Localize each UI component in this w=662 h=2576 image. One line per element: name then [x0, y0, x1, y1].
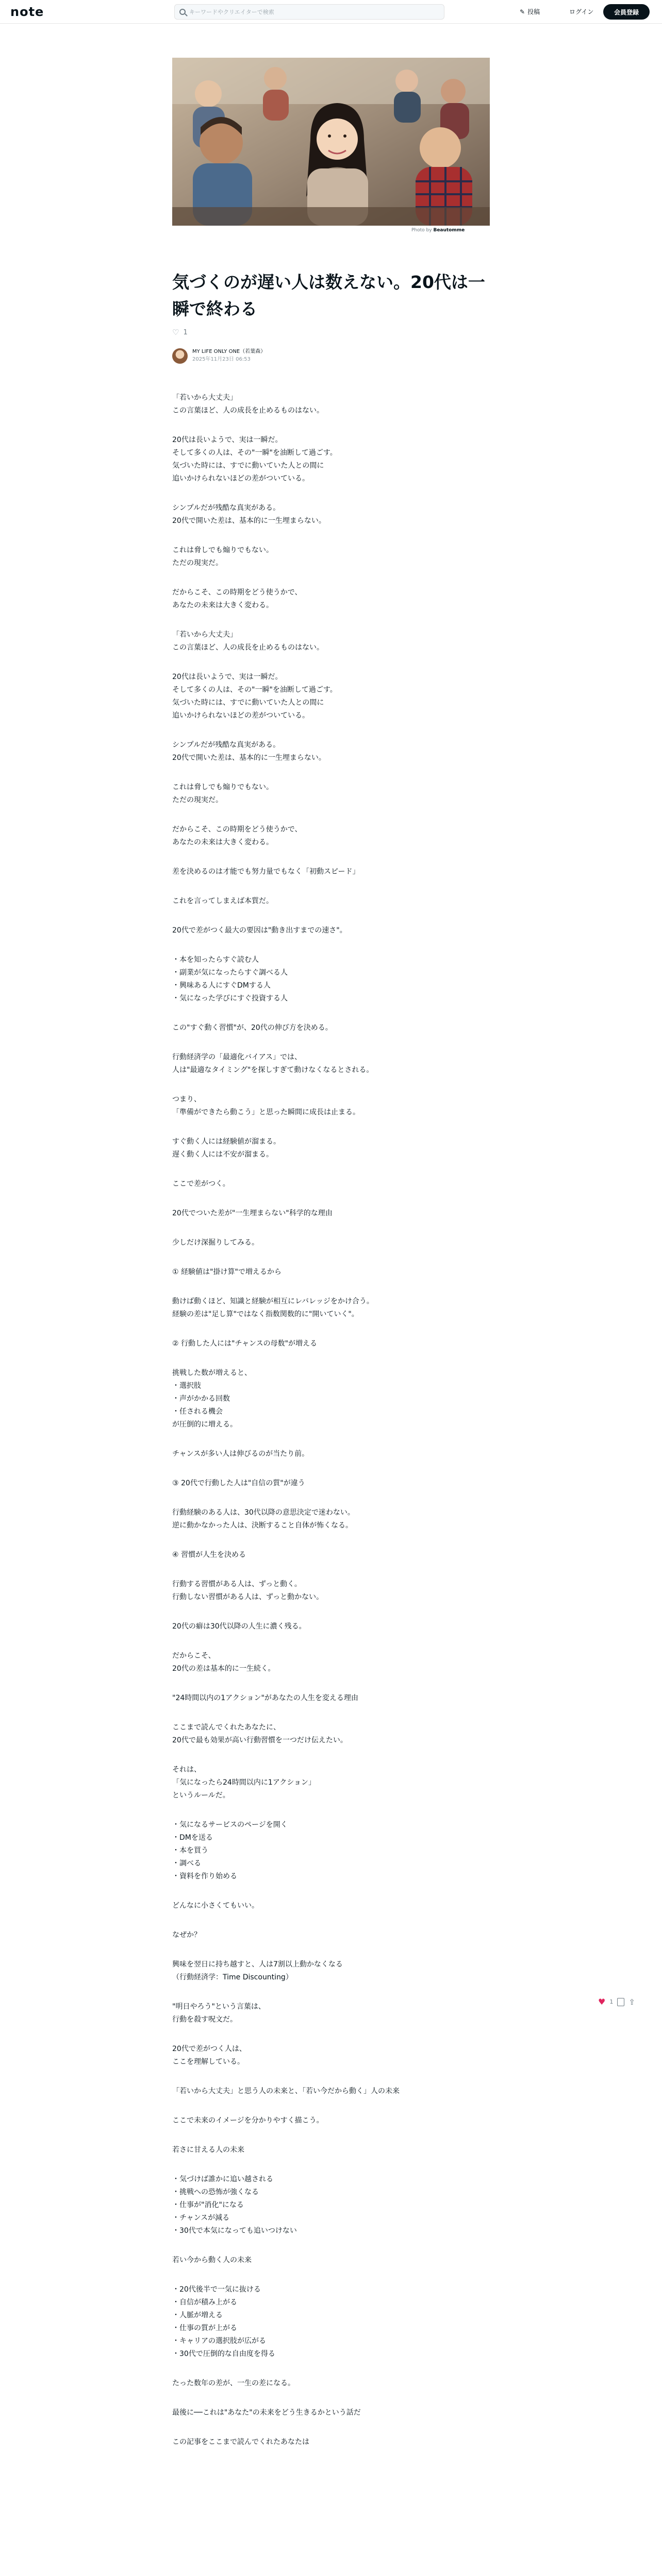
hero-image	[172, 58, 490, 226]
article-line: ・30代で本気になっても追いつけない	[172, 2227, 297, 2235]
article-line: そして多くの人は、その"一瞬"を油断して過ごす。	[172, 449, 337, 457]
article-line: ① 経験値は"掛け算"で増えるから	[172, 1268, 282, 1276]
article-line: チャンスが多い人は伸びるのが当たり前。	[172, 1450, 309, 1458]
article-line: 「準備ができたら動こう」と思った瞬間に成長は止まる。	[172, 1108, 360, 1116]
article-paragraph	[172, 544, 490, 570]
article-line: ここを理解している。	[172, 2058, 244, 2066]
article-line: ・キャリアの選択肢が広がる	[172, 2337, 266, 2345]
article-paragraph	[172, 1692, 490, 1705]
article-line: 気づいた時には、すでに動いていた人との間に	[172, 462, 324, 470]
article-line: ・任される機会	[172, 1408, 223, 1416]
article-paragraph	[172, 1266, 490, 1279]
article-line: （行動経済学：Time Discounting）	[172, 1973, 293, 1981]
article-line: ・人脈が増える	[172, 2311, 223, 2319]
article-paragraph	[172, 2436, 490, 2449]
article-line: ・興味ある人にすぐDMする人	[172, 981, 271, 990]
article-line: つまり、	[172, 1095, 201, 1104]
article-line: すぐ動く人には経験値が溜まる。	[172, 1138, 280, 1146]
article-paragraph	[172, 2406, 490, 2419]
floating-like-count: 1	[609, 1998, 614, 2005]
article-line: これは脅しでも煽りでもない。	[172, 546, 273, 554]
article-paragraph	[172, 1764, 490, 1802]
pen-icon: ✎	[520, 8, 525, 15]
article-paragraph	[172, 1929, 490, 1942]
article-line: 20代で最も効果が高い行動習慣を一つだけ伝えたい。	[172, 1736, 347, 1744]
article-line: 20代で開いた差は、基本的に一生埋まらない。	[172, 517, 326, 525]
note-logo[interactable]: note	[10, 5, 44, 19]
article-line: 若さに甘える人の未来	[172, 2146, 244, 2154]
top-header	[0, 0, 662, 24]
article-paragraph	[172, 1093, 490, 1119]
article-line: 行動経済学の「最適化バイアス」では、	[172, 1053, 302, 1061]
article-line: それは、	[172, 1766, 201, 1774]
article-paragraph	[172, 1549, 490, 1562]
article-line: ③ 20代で行動した人は"自信の質"が違う	[172, 1479, 305, 1487]
article-line: ・声がかかる回数	[172, 1395, 230, 1403]
article-paragraph	[172, 1448, 490, 1461]
like-count: 1	[183, 328, 188, 336]
article-line: 追いかけられないほどの差がついている。	[172, 474, 309, 483]
article-line: ・チャンスが減る	[172, 2214, 230, 2222]
article-line: たった数年の差が、一生の差になる。	[172, 2379, 295, 2387]
article-line: ④ 習慣が人生を決める	[172, 1551, 246, 1559]
article-paragraph	[172, 1178, 490, 1191]
search-placeholder: キーワードやクリエイターで検索	[189, 9, 274, 15]
article-paragraph	[172, 1477, 490, 1490]
like-heart-icon[interactable]: ♥	[598, 1997, 606, 2007]
article-paragraph	[172, 1900, 490, 1912]
article-line: ・DMを送る	[172, 1834, 213, 1842]
article-line: というルールだ。	[172, 1791, 230, 1800]
article-paragraph	[172, 895, 490, 908]
heart-icon[interactable]: ♡	[172, 328, 179, 337]
article-paragraph	[172, 1819, 490, 1883]
article-line: だからこそ、	[172, 1652, 216, 1660]
article-line: 20代の差は基本的に一生続く。	[172, 1665, 275, 1673]
article-line: 興味を翌日に持ち越すと、人は7割以上動かなくなる	[172, 1960, 343, 1969]
article-paragraph	[172, 1650, 490, 1675]
article-paragraph	[172, 1721, 490, 1747]
article-line: ・仕事が"消化"になる	[172, 2201, 244, 2209]
author-info	[172, 348, 266, 364]
article-line: ・挑戦への恐怖が強くなる	[172, 2188, 259, 2196]
article-line: 20代でついた差が"一生埋まらない"科学的な理由	[172, 1209, 333, 1217]
author-name[interactable]: MY LIFE ONLY ONE（若葉森）	[192, 349, 266, 354]
article-paragraph	[172, 2254, 490, 2267]
article-line: 20代で差がつく人は、	[172, 2045, 246, 2053]
article-line: ・気になるサービスのページを開く	[172, 1821, 288, 1829]
article-paragraph	[172, 1136, 490, 1161]
credit-prefix: Photo by	[411, 228, 432, 233]
article-line: ここで差がつく。	[172, 1180, 230, 1188]
article-paragraph	[172, 739, 490, 765]
article-paragraph	[172, 954, 490, 1005]
article-paragraph	[172, 1337, 490, 1350]
article-line: ここまで読んでくれたあなたに、	[172, 1723, 280, 1732]
search-icon	[179, 9, 186, 15]
article-line: ・気づけば誰かに追い越される	[172, 2175, 273, 2183]
article-paragraph	[172, 1506, 490, 1532]
article-line: 「若いから大丈夫」	[172, 394, 237, 402]
article-paragraph	[172, 434, 490, 485]
article-paragraph	[172, 1051, 490, 1077]
article-paragraph	[172, 502, 490, 528]
article-line: なぜか？	[172, 1931, 201, 1939]
article-line: これを言ってしまえば本質だ。	[172, 897, 273, 905]
article-title: 気づくのが遅い人は数えない。20代は一瞬で終わる	[172, 272, 485, 319]
article-line: あなたの未来は大きく変わる。	[172, 601, 273, 609]
article-line: 20代で差がつく最大の要因は"動き出すまでの速さ"。	[172, 926, 347, 935]
article-line: 気づいた時には、すでに動いていた人との間に	[172, 699, 324, 707]
article-line: 最後に──これは"あなた"の未来をどう生きるかという話だ	[172, 2409, 361, 2417]
post-button[interactable]	[520, 7, 540, 16]
article-line: ② 行動した人には"チャンスの母数"が増える	[172, 1340, 318, 1348]
article-paragraph	[172, 1295, 490, 1321]
article-paragraph	[172, 823, 490, 849]
login-link[interactable]: ログイン	[569, 8, 594, 15]
photo-credit	[411, 228, 465, 233]
like-row	[172, 328, 188, 337]
article-line: あなたの未来は大きく変わる。	[172, 838, 273, 846]
article-line: ・20代後半で一気に抜ける	[172, 2285, 261, 2294]
article-paragraph	[172, 1620, 490, 1633]
article-line: 経験の差は"足し算"ではなく指数関数的に"開いていく"。	[172, 1310, 359, 1318]
article-line: ・資料を作り始める	[172, 1872, 237, 1880]
article-line: そして多くの人は、その"一瞬"を油断して過ごす。	[172, 686, 337, 694]
article-line: この記事をここまで読んでくれたあなたは	[172, 2438, 309, 2446]
article-paragraph	[172, 2144, 490, 2157]
article-paragraph	[172, 1207, 490, 1220]
article-line: 遅く動く人には不安が溜まる。	[172, 1150, 273, 1159]
bookmark-icon[interactable]	[617, 1998, 624, 2006]
article-paragraph	[172, 2377, 490, 2390]
article-line: 20代の癖は30代以降の人生に濃く残る。	[172, 1622, 306, 1631]
article-line: この"すぐ動く習慣"が、20代の伸び方を決める。	[172, 1024, 333, 1032]
article-line: だからこそ、この時期をどう使うかで、	[172, 825, 302, 834]
article-line: この言葉ほど、人の成長を止めるものはない。	[172, 406, 324, 415]
article-line: 追いかけられないほどの差がついている。	[172, 711, 309, 720]
article-line: ・30代で圧倒的な自由度を得る	[172, 2350, 275, 2358]
article-line: "明日やろう"という言葉は、	[172, 2003, 266, 2011]
article-paragraph	[172, 2043, 490, 2069]
article-line: が圧倒的に増える。	[172, 1420, 237, 1429]
article-paragraph	[172, 671, 490, 722]
article-line: 若い今から動く人の未来	[172, 2256, 252, 2264]
article-line: ・本を買う	[172, 1846, 208, 1855]
search-input[interactable]	[174, 4, 444, 20]
article-line: だからこそ、この時期をどう使うかで、	[172, 588, 302, 597]
article-line: これは脅しでも煽りでもない。	[172, 783, 273, 791]
article-line: 「気になったら24時間以内に1アクション」	[172, 1778, 316, 1787]
signup-button[interactable]: 会員登録	[603, 4, 650, 20]
article-line: シンプルだが残酷な真実がある。	[172, 504, 280, 512]
article-line: 人は"最適なタイミング"を探しすぎて動けなくなるとされる。	[172, 1066, 374, 1074]
article-line: ・本を知ったらすぐ読む人	[172, 956, 259, 964]
article-paragraph	[172, 2283, 490, 2361]
article-paragraph	[172, 2001, 490, 2026]
article-paragraph	[172, 781, 490, 807]
article-line: 挑戦した数が増えると、	[172, 1369, 252, 1377]
article-line: シンプルだが残酷な真実がある。	[172, 741, 280, 749]
article-line: 行動する習慣がある人は、ずっと動く。	[172, 1580, 302, 1588]
article-line: 行動経験のある人は、30代以降の意思決定で迷わない。	[172, 1509, 355, 1517]
article-line: 差を決めるのは才能でも努力量でもなく「初動スピード」	[172, 868, 360, 876]
article-line: ここで未来のイメージを分かりやすく描こう。	[172, 2116, 324, 2125]
article-line: どんなに小さくてもいい。	[172, 1902, 259, 1910]
article-paragraph	[172, 1958, 490, 1984]
article-paragraph	[172, 1236, 490, 1249]
article-line: ・選択肢	[172, 1382, 201, 1390]
article-paragraph	[172, 1022, 490, 1035]
article-paragraph	[172, 1367, 490, 1431]
article-line: ただの現実だ。	[172, 559, 223, 567]
credit-name[interactable]: Beautomme	[433, 228, 465, 233]
post-date: 2025年11月23日 06:53	[192, 357, 251, 362]
article-line: この言葉ほど、人の成長を止めるものはない。	[172, 643, 324, 652]
article-line: 20代は長いようで、実は一瞬だ。	[172, 436, 283, 444]
article-line: ・気になった学びにすぐ投資する人	[172, 994, 288, 1003]
article-paragraph	[172, 924, 490, 937]
article-line: 少しだけ深掘りしてみる。	[172, 1239, 259, 1247]
article-line: ・自信が積み上がる	[172, 2298, 237, 2307]
article-paragraph	[172, 1578, 490, 1604]
article-paragraph	[172, 586, 490, 612]
article-line: 動けば動くほど、知識と経験が相互にレバレッジをかけ合う。	[172, 1297, 374, 1306]
avatar[interactable]	[172, 348, 188, 364]
article-line: ・仕事の質が上がる	[172, 2324, 237, 2332]
article-body	[172, 392, 490, 2465]
article-line: 行動を殺す呪文だ。	[172, 2015, 237, 2024]
article-line: "24時間以内の1アクション"があなたの人生を変える理由	[172, 1694, 358, 1702]
article-line: 「若いから大丈夫」と思う人の未来と、「若い今だから動く」人の未来	[172, 2087, 400, 2095]
article-line: 20代で開いた差は、基本的に一生埋まらない。	[172, 754, 326, 762]
article-line: 「若いから大丈夫」	[172, 631, 237, 639]
article-line: 逆に動かなかった人は、決断すること自体が怖くなる。	[172, 1521, 353, 1530]
article-paragraph	[172, 2173, 490, 2238]
article-paragraph	[172, 866, 490, 878]
post-label: 投稿	[527, 8, 540, 15]
article-line: ただの現実だ。	[172, 796, 223, 804]
article-line: 20代は長いようで、実は一瞬だ。	[172, 673, 283, 681]
article-paragraph	[172, 2085, 490, 2098]
article-paragraph	[172, 629, 490, 654]
floating-actions	[598, 1997, 635, 2007]
article-line: ・副業が気になったらすぐ調べる人	[172, 969, 288, 977]
article-paragraph	[172, 392, 490, 417]
share-icon[interactable]: ⇪	[628, 1997, 635, 2007]
article-line: ・調べる	[172, 1859, 201, 1868]
article-line: 行動しない習慣がある人は、ずっと動かない。	[172, 1593, 324, 1601]
article-paragraph	[172, 2114, 490, 2127]
